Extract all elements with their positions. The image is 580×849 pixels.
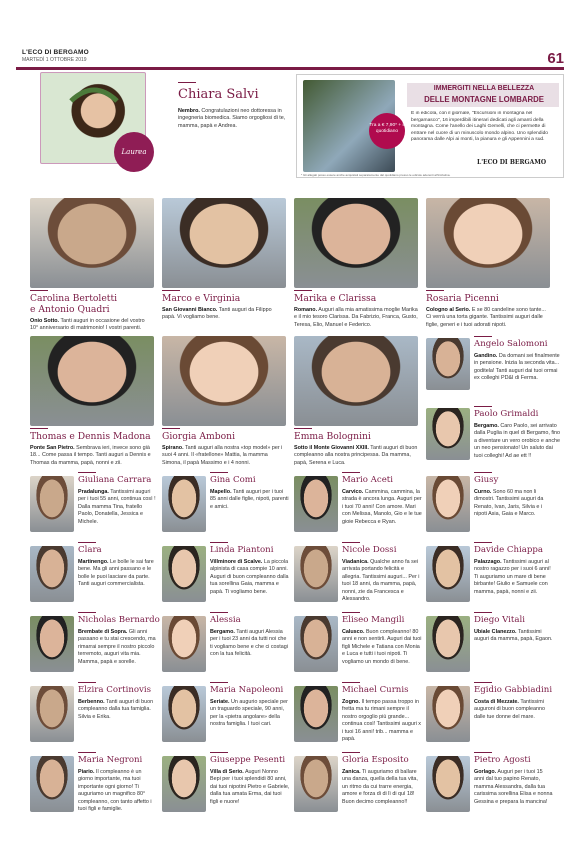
town-label: Sotto il Monte Giovanni XXIII. bbox=[294, 445, 369, 451]
name-rule bbox=[342, 542, 360, 543]
person-name: Mario Aceti bbox=[342, 475, 393, 485]
ad-fine-print: * Gli allegati posso essere anche acquistati separatamente dal quotidiano presso le edicole aderenti all'iniziativa. bbox=[301, 173, 451, 177]
message-text: Tanti auguri alla nostra «top model» per i suoi 4 anni. Il «fratellone» Mattia, la mamma Simona, il papà Massimo e i 4 nonni. bbox=[162, 445, 283, 466]
town-label: Zanica. bbox=[342, 769, 361, 775]
greeting-photo bbox=[162, 756, 206, 812]
greeting-caption bbox=[78, 489, 158, 541]
greeting-caption bbox=[426, 307, 550, 337]
person-name: Elzira Cortinovis bbox=[78, 685, 152, 695]
message-text: La piccola alpinista di casa compie 10 anni. Auguri di buon compleanno dalla tua sorellina Gaia, mamma e papà. Ti vogliamo bene. bbox=[210, 559, 289, 595]
message-text: Tanti auguri di buon compleanno alla nostra principessa. Da mamma, papà, Serena e Luca. bbox=[294, 445, 418, 466]
person-name: Linda Piantoni bbox=[210, 545, 274, 555]
town-label: San Giovanni Bianco. bbox=[162, 307, 218, 313]
name-rule bbox=[162, 428, 180, 429]
name-rule bbox=[210, 472, 228, 473]
greeting-caption bbox=[474, 629, 554, 681]
greeting-caption bbox=[342, 629, 422, 681]
greeting-photo bbox=[30, 616, 74, 672]
message-text: Auguri per i tuoi 15 anni dal tuo papino Renato, mamma Alessandra, dalla tua carissima sorellina Elisa e nonna Gessina e prepara la mancina! bbox=[474, 769, 553, 805]
message-text: Tantissimi auguri da mamma, papà, Egaon. bbox=[474, 629, 553, 643]
message-text: Tanti auguri per i tuoi 85 anni dalle figlie, nipoti, parenti e amici. bbox=[210, 489, 289, 510]
greeting-caption bbox=[210, 559, 290, 611]
town-label: Bergamo. bbox=[474, 423, 499, 429]
person-name: Giusy bbox=[474, 475, 499, 485]
message-text: Tantissimi auguri per i tuoi 55 anni, continua così ! Dalla mamma Tina, fratello Paolo, Donatella, Jessica e Michele. bbox=[78, 489, 156, 525]
message-text: Cammina, cammina, la strada è ancora lunga. Auguri per i tuoi 70 anni! Con amore. Mari con Melissa, Manolo, Gio e le tue gioie Rebecca e Ryan. bbox=[342, 489, 422, 525]
person-name: Carolina Bertoletti e Antonio Quadri bbox=[30, 293, 118, 315]
person-name: Paolo Grimaldi bbox=[474, 409, 539, 419]
message-text: Sembrava ieri, invece sono già 18... Come passa il tempo. Tanti auguri a Dennis e Thomas da mamma, papà, nonni e zii. bbox=[30, 445, 151, 466]
ad-body: È in edicola, con il giornale, "Escursioni in montagna nel bergamasco", 16 imperdibili itinerari dedicati agli amanti della montagna. Come l'anello dei Laghi Gemelli, che ci permette di entrare nel cuore di un minuscolo mondo alpino. Uno splendido panorama dalle Alpi ai monti, la pianura e gli Appennini a sud. bbox=[411, 111, 549, 143]
name-rule bbox=[30, 428, 48, 429]
greeting-caption bbox=[474, 489, 554, 541]
greeting-photo bbox=[294, 198, 418, 288]
greeting-caption bbox=[342, 699, 422, 751]
greeting-caption bbox=[294, 445, 418, 475]
message-text: Tantissimi auguroni di buon compleanno dalle tue donne del mare. bbox=[474, 699, 546, 720]
message-text: Caro Paolo, sei arrivato dalla Puglia in quel di Bergamo, fino a diventare un vero orobico e anche un neo pensionato! Un saluto dai tuoi colleghi! Ad ae ett !! bbox=[474, 423, 561, 459]
person-name: Clara bbox=[78, 545, 102, 555]
greeting-photo bbox=[294, 476, 338, 532]
person-name: Giorgia Amboni bbox=[162, 431, 236, 442]
greeting-photo bbox=[426, 616, 470, 672]
person-name: Giuseppe Pesenti bbox=[210, 755, 286, 765]
message-text: Un augurio speciale per un traguardo speciale, 90 anni, per la «pietra angolare» della nostra famiglia. I tuoi cari. bbox=[210, 699, 288, 728]
name-rule bbox=[78, 682, 96, 683]
greeting-caption bbox=[162, 307, 286, 337]
town-label: Gorlago. bbox=[474, 769, 497, 775]
town-label: Curno. bbox=[474, 489, 492, 495]
message-text: Auguri Nonno Bepi per i tuoi splendidi 80 anni, dai tuoi nipotini Pietro e Gabriele, dalla tua amata Erma, dai tuoi figli e nuore! bbox=[210, 769, 290, 805]
greeting-photo bbox=[162, 336, 286, 426]
town-label: Bergamo. bbox=[210, 629, 235, 635]
greeting-photo bbox=[294, 756, 338, 812]
person-name: Michael Curnis bbox=[342, 685, 409, 695]
town-label: Cologno al Serio. bbox=[426, 307, 471, 313]
ad-price-badge: Tra a € 7,90* + il quotidiano bbox=[369, 113, 405, 149]
advertisement[interactable] bbox=[296, 74, 564, 178]
town-label: Costa di Mezzate. bbox=[474, 699, 519, 705]
name-rule bbox=[474, 472, 492, 473]
greeting-photo bbox=[30, 336, 154, 426]
greeting-photo bbox=[30, 476, 74, 532]
name-rule bbox=[30, 290, 48, 291]
name-rule bbox=[294, 428, 312, 429]
name-rule bbox=[294, 290, 312, 291]
greeting-caption bbox=[78, 769, 158, 821]
greeting-photo bbox=[30, 546, 74, 602]
greeting-photo bbox=[426, 546, 470, 602]
name-rule bbox=[342, 682, 360, 683]
greeting-photo bbox=[30, 198, 154, 288]
greeting-caption bbox=[474, 423, 562, 483]
town-label: Viadanica. bbox=[342, 559, 369, 565]
person-name: Nicholas Bernardo bbox=[78, 615, 160, 625]
greeting-caption bbox=[474, 559, 554, 611]
message-text: Tanti auguri da Filippo papà. Vi vogliamo bene. bbox=[162, 307, 272, 321]
greeting-caption bbox=[474, 769, 554, 821]
greeting-caption bbox=[342, 489, 422, 541]
name-rule bbox=[210, 612, 228, 613]
greeting-photo bbox=[426, 756, 470, 812]
name-rule bbox=[342, 472, 360, 473]
name-rule bbox=[78, 612, 96, 613]
greeting-caption bbox=[78, 629, 158, 681]
town-label: Mapello. bbox=[210, 489, 232, 495]
greeting-photo bbox=[426, 476, 470, 532]
town-label: Seriate. bbox=[210, 699, 230, 705]
ad-title-2: DELLE MONTAGNE LOMBARDE bbox=[424, 95, 544, 104]
name-rule bbox=[426, 290, 444, 291]
town-label: Gandino. bbox=[474, 353, 498, 359]
greeting-photo bbox=[30, 686, 74, 742]
person-name: Giuliana Carrara bbox=[78, 475, 152, 485]
greeting-photo bbox=[162, 616, 206, 672]
greeting-photo bbox=[162, 686, 206, 742]
town-label: Carvico. bbox=[342, 489, 364, 495]
message-text: Il tempo passa troppo in fretta ma tu rimani sempre il nostro orgoglio più grande... continua così! Tantissimi auguri x i tuoi 16 anni! trib... mamma e papà. bbox=[342, 699, 422, 743]
greeting-photo bbox=[162, 546, 206, 602]
person-name: Davide Chiappa bbox=[474, 545, 544, 555]
town-label: Berbenno. bbox=[78, 699, 105, 705]
name-rule bbox=[78, 752, 96, 753]
town-label: Spirano. bbox=[162, 445, 184, 451]
greeting-caption bbox=[294, 307, 418, 337]
greeting-caption bbox=[162, 445, 286, 475]
greeting-caption bbox=[474, 699, 554, 751]
greeting-caption bbox=[210, 699, 290, 751]
person-name: Egidio Gabbiadini bbox=[474, 685, 553, 695]
message-text: Il compleanno è un giorno importante, ma tuoi importante ogni giorno! Ti auguriamo un magnifico 80° compleanno, con tanto affetto i tuoi figli e famiglie. bbox=[78, 769, 152, 813]
message-text: Auguri alla mia amatissima moglie Marika e il mio tesoro Clarissa. Da Fabrizio, Franca, Gusto, Teresa, Elio, Manuel e Federico. bbox=[294, 307, 418, 328]
person-name: Rosaria Picenni bbox=[426, 293, 499, 304]
page-number: 61 bbox=[547, 50, 564, 67]
name-rule bbox=[162, 290, 180, 291]
greeting-caption bbox=[78, 559, 158, 611]
greeting-photo bbox=[426, 408, 470, 460]
greeting-photo bbox=[426, 686, 470, 742]
name-rule bbox=[474, 336, 492, 337]
person-name: Maria Napoleoni bbox=[210, 685, 284, 695]
greeting-photo bbox=[162, 476, 206, 532]
town-label: Onio Sotto. bbox=[30, 318, 60, 324]
name-rule bbox=[474, 752, 492, 753]
name-rule bbox=[474, 542, 492, 543]
town-label: Zogno. bbox=[342, 699, 360, 705]
ad-title-1: IMMERGITI NELLA BELLEZZA bbox=[433, 85, 535, 92]
town-label: Brembate di Sopra. bbox=[78, 629, 128, 635]
greeting-photo bbox=[426, 338, 470, 390]
message-text: Tantissimi auguri al nostro ragazzo per i suoi 6 anni! Ti auguriamo un mare di bene birbante! Giulio e Samuele con mamma, papà, nonni e zii. bbox=[474, 559, 551, 595]
name-rule bbox=[210, 682, 228, 683]
greeting-caption bbox=[210, 489, 290, 541]
message-text: Ti auguriamo di ballare una danza, quella della tua vita, un ritmo da cui trarre energia, amore e forza di di lì di quì 18! Buon decimo compleanno!! bbox=[342, 769, 418, 805]
name-rule bbox=[342, 752, 360, 753]
message-text: Da domani sei finalmente in pensione. Inizia la seconda vita... goditela! Tanti auguri dai tuoi ormai ex colleghi PD&I di Ferma. bbox=[474, 353, 560, 382]
person-name: Thomas e Dennis Madona bbox=[30, 431, 151, 442]
laurea-badge bbox=[114, 132, 154, 172]
message-text: Qualche anno fa sei arrivata portando felicità e allegria. Tantissimi auguri... Per i tuoi 18 anni, da mamma, papà, nonni, zie da Francesca e Alessandro. bbox=[342, 559, 420, 603]
ad-brand-logo: L'ECO DI BERGAMO bbox=[477, 159, 547, 166]
greeting-caption bbox=[474, 353, 562, 413]
town-label: Romano. bbox=[294, 307, 318, 313]
greeting-photo bbox=[30, 756, 74, 812]
person-name: Nicole Dossi bbox=[342, 545, 397, 555]
town-label: Villa di Serio. bbox=[210, 769, 244, 775]
person-name: Gina Comi bbox=[210, 475, 256, 485]
greeting-caption bbox=[210, 629, 290, 681]
greeting-caption bbox=[30, 445, 154, 475]
name-rule bbox=[78, 542, 96, 543]
message-text: Tanti auguri Alessia per i tuoi 23 anni da tutti noi che ti vogliamo bene e che ci costagi con la tua felicità. bbox=[210, 629, 288, 658]
message-text: Tanti auguri in occasione del vostro 10° anniversario di matrimonio! I vostri parenti. bbox=[30, 318, 145, 332]
name-rule bbox=[178, 82, 196, 83]
greeting-caption bbox=[78, 699, 158, 751]
person-name: Emma Bolognini bbox=[294, 431, 371, 442]
greeting-caption bbox=[342, 769, 422, 821]
name-rule bbox=[78, 472, 96, 473]
message-text: Gli anni passano e tu stai crescendo, ma rimarrai sempre il nostro piccolo terremoto, auguri vita mia. Mamma, papà e sorelle. bbox=[78, 629, 156, 665]
town-label: Ubiale Clanezzo. bbox=[474, 629, 517, 635]
message-text: Sono 60 ma non li dimostri. Tantissimi auguri da Renato, Ivan, Jaris, Silvia e i nipoti Asia, Gaia e Marco. bbox=[474, 489, 544, 518]
person-name: Maria Negroni bbox=[78, 755, 143, 765]
person-name: Pietro Agosti bbox=[474, 755, 531, 765]
person-name: Diego Vitali bbox=[474, 615, 526, 625]
feature-caption: Nembro. Congratulazioni neo dottoressa in ingegneria biomedica. Siamo orgogliosi di te, mamma, papà e Andrea. bbox=[178, 108, 286, 129]
person-name: Eliseo Mangili bbox=[342, 615, 405, 625]
person-name: Marika e Clarissa bbox=[294, 293, 377, 304]
greeting-photo bbox=[294, 616, 338, 672]
name-rule bbox=[342, 612, 360, 613]
greeting-photo bbox=[294, 336, 418, 426]
name-rule bbox=[474, 406, 492, 407]
person-name: Angelo Salomoni bbox=[474, 339, 548, 349]
issue-date: MARTEDÌ 1 OTTOBRE 2019 bbox=[22, 57, 87, 63]
name-rule bbox=[474, 682, 492, 683]
message-text: Tanti auguri di buon compleanno dalla tua famiglia. Silvia e Erika. bbox=[78, 699, 154, 720]
newspaper-masthead: L'ECO DI BERGAMO bbox=[22, 49, 89, 56]
message-text: Le bolle le sai fare bene. Ma gli anni passano e le bolle le puoi lasciare da parte. Tanti auguri commercialista. bbox=[78, 559, 154, 588]
greeting-photo bbox=[294, 686, 338, 742]
town-label: Pradalunga. bbox=[78, 489, 109, 495]
message-text: E se 80 candeline sono tante... Ci verrà una torta gigante. Tantissimi auguri dalle figlie, generi e i tuoi adorati nipoti. bbox=[426, 307, 546, 328]
message-text: Buon compleanno! 80 anni e non sentirli. Auguri dai tuoi figli Michele e Tatiana con Monia e Luca e tutti i tuoi nipoti. Ti vogliamo un mondo di bene. bbox=[342, 629, 422, 665]
town-label: Palazzago. bbox=[474, 559, 502, 565]
greeting-caption bbox=[210, 769, 290, 821]
greeting-photo bbox=[294, 546, 338, 602]
town-label: Ponte San Pietro. bbox=[30, 445, 75, 451]
greeting-photo bbox=[426, 198, 550, 288]
laurea-badge-label: Laurea bbox=[121, 148, 147, 156]
town-label: Piario. bbox=[78, 769, 95, 775]
name-rule bbox=[210, 542, 228, 543]
feature-name: Chiara Salvi bbox=[178, 87, 259, 102]
header-rule bbox=[16, 67, 564, 70]
person-name: Alessia bbox=[210, 615, 241, 625]
town-label: Villminore di Scalve. bbox=[210, 559, 263, 565]
town-label: Martinengo. bbox=[78, 559, 109, 565]
town-label: Calusco. bbox=[342, 629, 365, 635]
person-name: Gloria Esposito bbox=[342, 755, 409, 765]
person-name: Marco e Virginia bbox=[162, 293, 241, 304]
greeting-caption bbox=[342, 559, 422, 611]
name-rule bbox=[474, 612, 492, 613]
name-rule bbox=[210, 752, 228, 753]
greeting-photo bbox=[162, 198, 286, 288]
